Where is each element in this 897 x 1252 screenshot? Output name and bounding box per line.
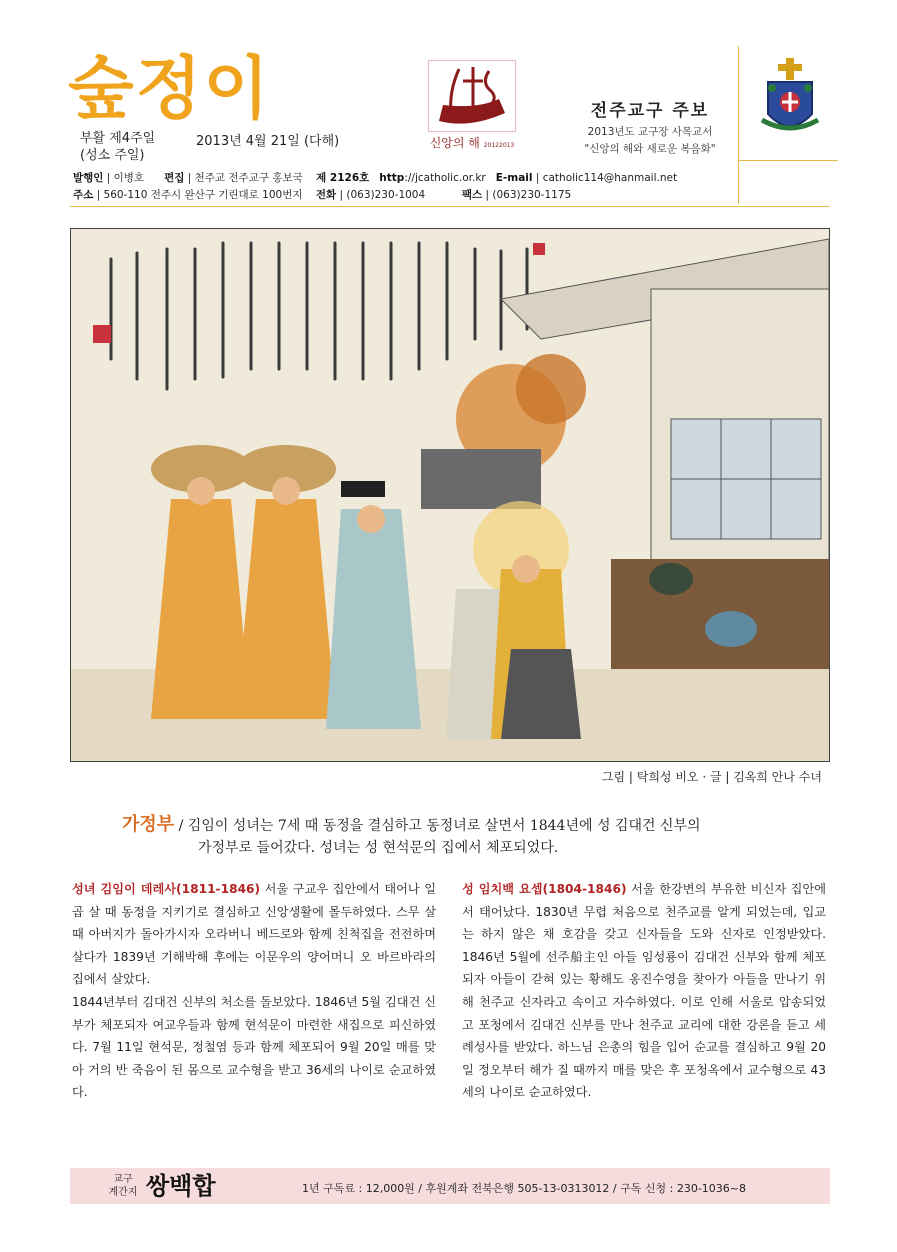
year-of-faith-logo-icon (428, 60, 516, 132)
article-right-column: 성 임치백 요셉(1804-1846) 서울 한강변의 부유한 비신자 집안에서 태어났다. 1830년 무렵 처음으로 천주교를 알게 되었는데, 입교는 하지 않은 채 호감을 갖고 신자들을 도와 신자로 인정받았다. 1846년 5월에 선주船主인 아들 임성룡이 김대건 신부와 함께 체포되자 아들이 갇혀 있는 황해도 옹진수영을 찾아가 아들을 만나기 위해 천주교 신자라고 속이고 자수하였다. 이로 인해 서울로 압송되었고 포청에서 김대건 신부를 만나 천주교 교리에 대한 강론을 듣고 세례성사를 받았다. 하느님 은총의 힘을 입어 순교를 결심하고 9월 20일 정오부터 해가 질 때까지 매를 맞은 후 포청옥에서 교수형으로 43세의 나이로 순교하였다. (462, 882, 827, 1100)
logo-caption: 신앙의 해 20122013 (429, 136, 515, 150)
address-info: 주소 | 560-110 전주시 완산구 기린대로 100번지 전화 | (063)230-1004 팩스 | (063)230-1175 (73, 189, 572, 201)
artwork-credit: 그림 | 탁희성 비오 · 글 | 김옥희 안나 수녀 (601, 770, 822, 784)
saint-heading: 성녀 김임이 데레사(1811-1846) (72, 882, 261, 896)
lead-keyword: 가정부 (122, 814, 175, 835)
saint-heading: 성 임치백 요셉(1804-1846) (462, 882, 627, 896)
weekly-title: 전주교구 주보 (590, 101, 710, 121)
diocese-crest-icon (760, 58, 820, 146)
martyrs-painting (70, 228, 830, 762)
article-paragraph: 1844년부터 김대건 신부의 처소를 돌보았다. 1846년 5월 김대건 신부가 체포되자 여교우들과 함께 현석문이 마련한 새집으로 피신하였다. 7월 11일 현석문, 정철염 등과 함께 체포되어 9월 20일 매를 맞아 거의 반 죽음이 된 몸으로 교수형을 받고 36세의 나이로 순교하였다. (72, 994, 436, 1100)
pastoral-letter-theme: "신앙의 해와 새로운 복음화" (584, 143, 716, 155)
email-link[interactable]: catholic114@hanmail.net (542, 172, 678, 184)
subscription-info: 1년 구독료 : 12,000원 / 후원계좌 전북은행 505-13-0313012 / 구독 신청 : 230-1036~8 (302, 1182, 747, 1195)
article-left-column: 성녀 김임이 데레사(1811-1846) 서울 구교우 집안에서 태어나 일곱 살 때 동정을 지키기로 결심하고 신앙생활에 몰두하였다. 스무 살 때 아버지가 돌아가시자 오라버니 베드로와 함께 친척집을 전전하며 살다가 1839년 기해박해 후에는 이문우의 양어머니 오 바르바라의 집에서 살았다. 1844년부터 김대건 신부의 처소를 돌보았다. 1846년 5월 김대건 신부가 체포되자 여교우들과 함께 현석문이 마련한 새집으로 피신하였다. 7월 11일 현석문, 정철염 등과 함께 체포되어 9월 20일 매를 맞아 거의 반 죽음이 된 몸으로 교수형을 받고 36세의 나이로 순교하였다. (72, 878, 436, 1104)
masthead-divider (738, 160, 838, 161)
pastoral-letter-label: 2013년도 교구장 사목교서 (587, 126, 713, 138)
newsletter-title: 숲정이 (68, 50, 272, 129)
magazine-name: 쌍백합 (146, 1172, 216, 1200)
website-link[interactable]: ://jcatholic.or.kr (404, 172, 486, 184)
header-rule (70, 206, 830, 207)
publisher-info: 발행인 | 이병호 편집 | 천주교 전주교구 홍보국 제 2126호 http://jcatholic.or.kr E-mail | catholic114@hanmail.net (73, 172, 678, 184)
issue-date: 2013년 4월 21일 (다해) (196, 134, 340, 149)
quarterly-label: 교구 계간지 (108, 1174, 138, 1198)
liturgical-week: 부활 제4주일 (성소 주일) (80, 131, 156, 163)
lead-paragraph: 가정부 / 김임이 성녀는 7세 때 동정을 결심하고 동정녀로 살면서 1844년에 성 김대건 신부의 가정부로 들어갔다. 성녀는 성 현석문의 집에서 체포되었다. (122, 814, 701, 856)
masthead-divider (738, 46, 739, 204)
